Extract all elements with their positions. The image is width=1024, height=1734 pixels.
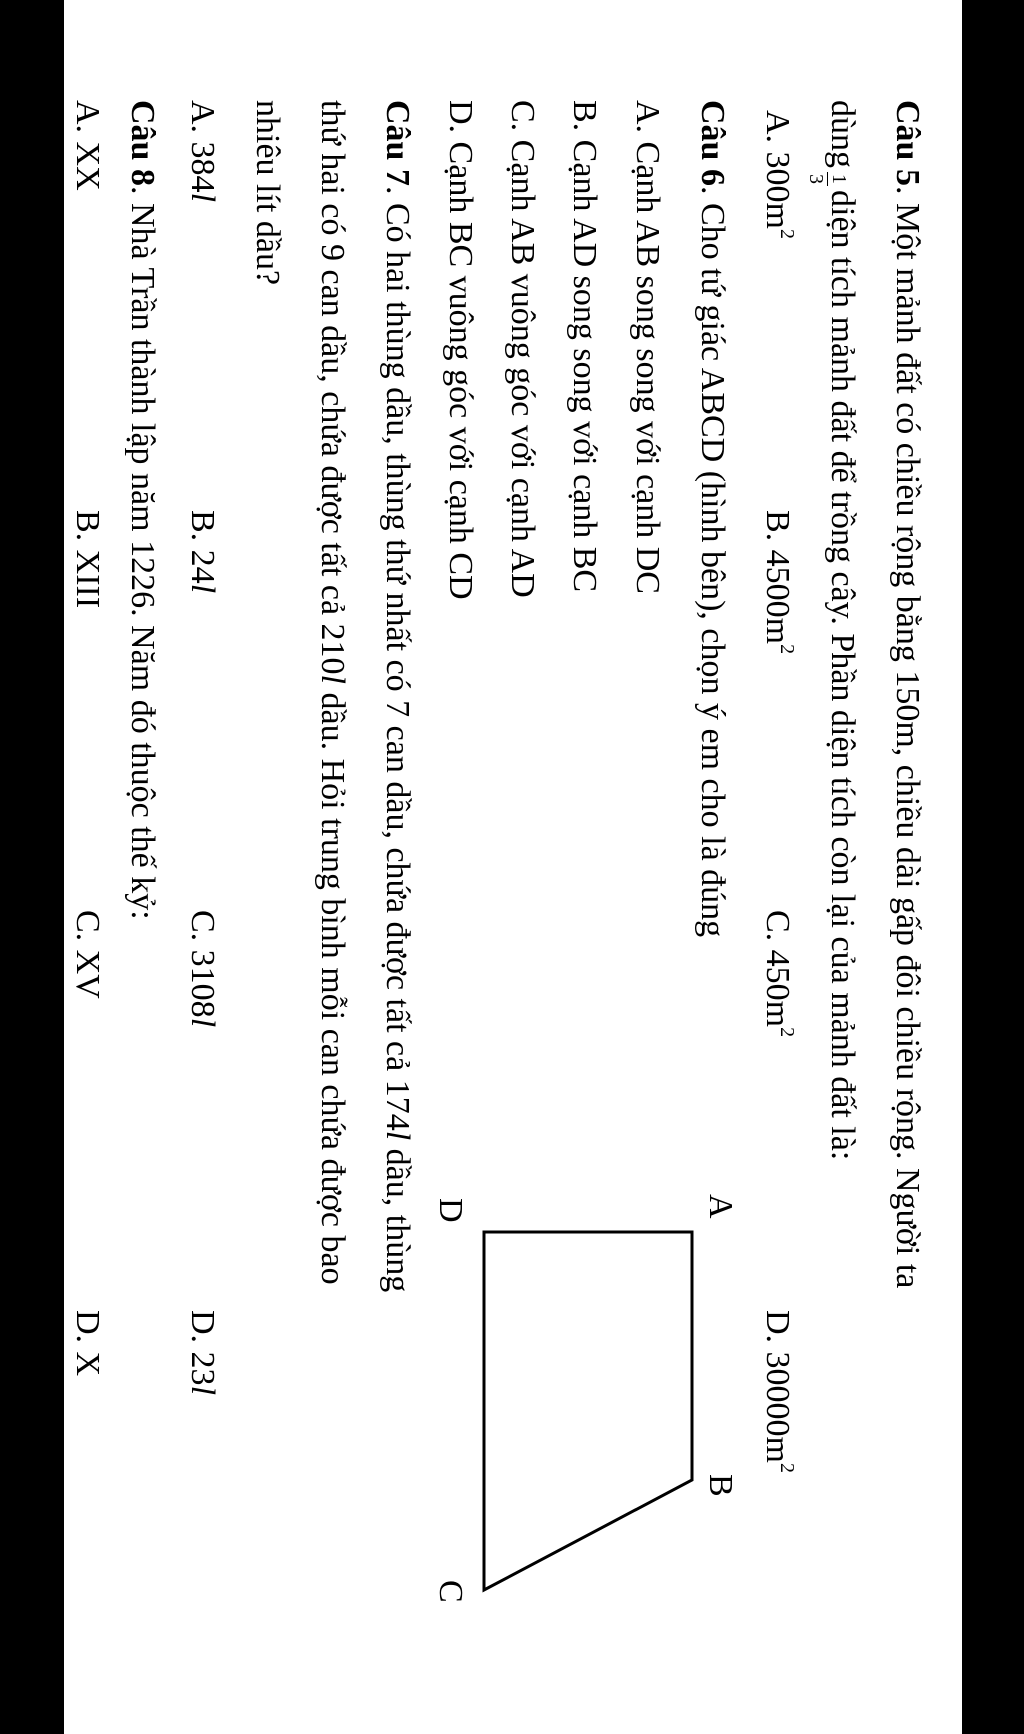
q8-option-c[interactable]: C. XV: [69, 910, 106, 999]
q7-text-2b: dầu. Hỏi trung bình mỗi can chứa được bao: [314, 684, 351, 1285]
q6-option-d[interactable]: D. Cạnh BC vuông góc với cạnh CD: [442, 100, 479, 600]
q6-line: [692, 100, 732, 937]
q5-option-a-text: A. 300m: [759, 110, 796, 229]
fraction-denominator: 3: [805, 174, 827, 184]
q7-text-1b: dầu, thùng: [379, 1140, 416, 1293]
q7-line-2: [312, 100, 352, 1285]
quadrilateral-shape: [484, 1232, 692, 1590]
vertex-label-b: B: [702, 1474, 739, 1497]
superscript: 2: [776, 644, 798, 655]
q7-label: Câu 7: [379, 100, 416, 186]
liter-unit: l: [314, 674, 351, 684]
q8-option-b[interactable]: B. XIII: [69, 510, 106, 609]
q7-option-d-text: D. 23: [184, 1310, 221, 1386]
q5-text-2a: dùng: [824, 100, 861, 168]
q5-option-d-text: D. 30000m: [759, 1310, 796, 1463]
q8-text: . Nhà Trần thành lập năm 1226. Năm đó thuộc thế kỷ:: [124, 185, 161, 920]
q5-option-b[interactable]: [757, 510, 797, 654]
q8-option-a[interactable]: A. XX: [69, 100, 106, 191]
document-page: [64, 0, 962, 1734]
q7-option-d[interactable]: [182, 1310, 222, 1395]
q8-line: [122, 100, 162, 920]
q6-label: Câu 6: [694, 100, 731, 186]
q5-line-2: [805, 100, 862, 1160]
q7-option-a-text: A. 384: [184, 100, 221, 193]
liter-unit: l: [184, 583, 221, 594]
q7-option-b-text: B. 24: [184, 510, 221, 584]
q8-label: Câu 8: [124, 100, 161, 186]
q7-option-c[interactable]: [182, 910, 222, 1027]
q5-option-c-text: C. 450m: [759, 910, 796, 1028]
q8-option-d[interactable]: D. X: [69, 1310, 106, 1377]
one-third-fraction: [805, 172, 850, 186]
q7-option-c-text: C. 3108: [184, 910, 221, 1018]
q7-text-2a: thứ hai có 9 can dầu, chứa được tất cả 210: [314, 100, 351, 675]
vertex-label-d: D: [432, 1198, 469, 1223]
q5-option-b-text: B. 4500m: [759, 510, 796, 645]
q6-option-c[interactable]: C. Cạnh AB vuông góc với cạnh AD: [504, 100, 541, 598]
q5-text-2b: diện tích mảnh đất để trồng cây. Phần diện tích còn lại của mảnh đất là:: [824, 190, 861, 1161]
q7-option-b[interactable]: [182, 510, 222, 593]
liter-unit: l: [184, 1017, 221, 1028]
q6-option-a[interactable]: A. Cạnh AB song song với cạnh DC: [629, 100, 666, 594]
q5-option-d[interactable]: [757, 1310, 797, 1473]
liter-unit: l: [379, 1130, 416, 1141]
q5-option-a[interactable]: [757, 110, 797, 239]
vertex-label-a: A: [702, 1194, 739, 1219]
liter-unit: l: [184, 192, 221, 203]
fraction-numerator: 1: [828, 174, 850, 184]
q6-text: . Cho tứ giác ABCD (hình bên), chọn ý em cho là đúng: [694, 185, 731, 938]
q5-text-1: . Một mảnh đất có chiều rộng bằng 150m, chiều dài gấp đôi chiều rộng. Người ta: [889, 185, 926, 1289]
q5-option-c[interactable]: [757, 910, 797, 1037]
superscript: 2: [776, 1463, 798, 1473]
q5-line-1: [887, 100, 927, 1288]
q7-line-1: [377, 100, 417, 1292]
q7-line-3: nhiêu lít dầu?: [249, 100, 286, 286]
quadrilateral-abcd-figure: [422, 1190, 739, 1620]
superscript: 2: [776, 1027, 798, 1038]
rotated-content: [64, 0, 962, 1734]
q5-label: Câu 5: [889, 100, 926, 186]
q7-text-1a: . Có hai thùng dầu, thùng thứ nhất có 7 can dầu, chứa được tất cả 174: [379, 185, 416, 1131]
q6-option-b[interactable]: B. Cạnh AD song song với cạnh BC: [566, 100, 603, 593]
liter-unit: l: [184, 1385, 221, 1396]
q7-option-a[interactable]: [182, 100, 222, 202]
vertex-label-c: C: [432, 1580, 469, 1603]
superscript: 2: [776, 229, 798, 239]
